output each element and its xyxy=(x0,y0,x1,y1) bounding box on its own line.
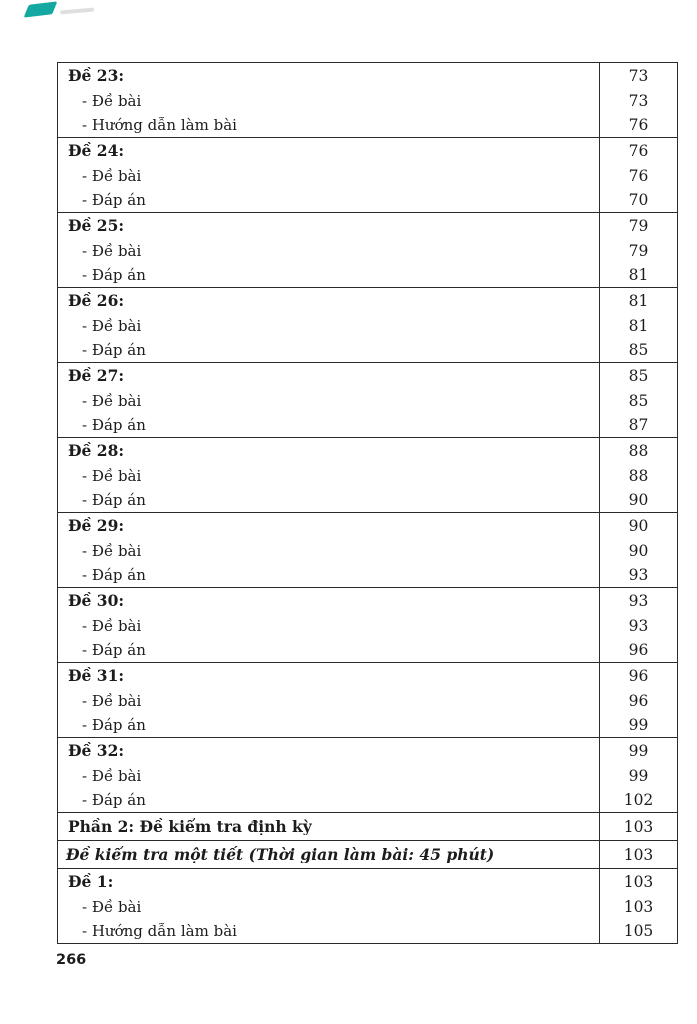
toc-line xyxy=(58,513,677,539)
toc-group-title: Đề 27: xyxy=(68,367,125,385)
toc-line xyxy=(58,764,677,788)
toc-group-title: Đề 28: xyxy=(68,442,125,460)
toc-block xyxy=(58,588,677,663)
toc-item-label: - Đề bài xyxy=(82,692,142,710)
toc-section-subtitle: Đề kiểm tra một tiết (Thời gian làm bài: 45 phút) xyxy=(66,845,495,864)
toc-line xyxy=(58,314,677,338)
toc-line xyxy=(58,338,677,362)
page-number-cell: 93 xyxy=(599,563,677,587)
toc-block xyxy=(58,288,677,363)
toc-item-label: - Đề bài xyxy=(82,167,142,185)
toc-group-title: Đề 30: xyxy=(68,592,125,610)
toc-line xyxy=(58,113,677,137)
toc-group-title: Đề 23: xyxy=(68,67,125,85)
toc-section-title: Phần 2: Đề kiểm tra định kỳ xyxy=(68,817,312,836)
toc-line xyxy=(58,919,677,943)
toc-item-label: - Đề bài xyxy=(82,542,142,560)
page-number-cell: 76 xyxy=(599,113,677,137)
toc-item-label: - Hướng dẫn làm bài xyxy=(82,116,237,134)
toc-item-label: - Đề bài xyxy=(82,617,142,635)
toc-line xyxy=(58,638,677,662)
toc-group-title: Đề 29: xyxy=(68,517,125,535)
page-number-cell: 81 xyxy=(599,288,677,314)
toc-group-title: Đề 24: xyxy=(68,142,125,160)
page-number-cell: 88 xyxy=(599,438,677,464)
toc-line xyxy=(58,841,677,868)
folio-page-number: 266 xyxy=(56,952,87,968)
toc-item-label: - Đề bài xyxy=(82,467,142,485)
toc-block xyxy=(58,138,677,213)
toc-item-label: - Đáp án xyxy=(82,641,146,659)
page-number-cell: 96 xyxy=(599,663,677,689)
page-number-cell: 103 xyxy=(599,895,677,919)
toc-item-label: - Đáp án xyxy=(82,341,146,359)
toc-line xyxy=(58,188,677,212)
page-number-cell: 93 xyxy=(599,588,677,614)
toc-item-label: - Đáp án xyxy=(82,416,146,434)
toc-line xyxy=(58,239,677,263)
toc-line xyxy=(58,563,677,587)
page-number-cell: 96 xyxy=(599,638,677,662)
toc-group-title: Đề 25: xyxy=(68,217,125,235)
page-number-cell: 73 xyxy=(599,89,677,113)
toc-line xyxy=(58,539,677,563)
toc-item-label: - Đề bài xyxy=(82,392,142,410)
toc-item-label: - Đề bài xyxy=(82,242,142,260)
toc-line xyxy=(58,713,677,737)
page-number-cell: 103 xyxy=(599,841,677,868)
toc-item-label: - Đề bài xyxy=(82,767,142,785)
toc-item-label: - Đáp án xyxy=(82,191,146,209)
toc-line xyxy=(58,288,677,314)
toc-line xyxy=(58,164,677,188)
toc-item-label: - Hướng dẫn làm bài xyxy=(82,922,237,940)
toc-line xyxy=(58,89,677,113)
toc-line xyxy=(58,588,677,614)
toc-line xyxy=(58,738,677,764)
page-number-cell: 99 xyxy=(599,738,677,764)
scan-artifact-line xyxy=(60,8,94,15)
toc-item-label: - Đề bài xyxy=(82,92,142,110)
page-number-cell: 96 xyxy=(599,689,677,713)
page-number-cell: 103 xyxy=(599,869,677,895)
page-number-cell: 85 xyxy=(599,338,677,362)
toc-table xyxy=(57,62,678,944)
toc-line xyxy=(58,663,677,689)
page-number-cell: 105 xyxy=(599,919,677,943)
page-number-cell: 73 xyxy=(599,63,677,89)
page-number-cell: 85 xyxy=(599,363,677,389)
toc-item-label: - Đề bài xyxy=(82,317,142,335)
toc-line xyxy=(58,813,677,840)
page-number-cell: 79 xyxy=(599,239,677,263)
toc-line xyxy=(58,438,677,464)
toc-line xyxy=(58,413,677,437)
page-number-cell: 88 xyxy=(599,464,677,488)
toc-line xyxy=(58,689,677,713)
toc-item-label: - Đáp án xyxy=(82,716,146,734)
toc-block xyxy=(58,869,677,943)
toc-line xyxy=(58,138,677,164)
toc-group-title: Đề 31: xyxy=(68,667,125,685)
toc-block xyxy=(58,63,677,138)
toc-item-label: - Đáp án xyxy=(82,491,146,509)
toc-line xyxy=(58,464,677,488)
toc-line xyxy=(58,614,677,638)
toc-item-label: - Đáp án xyxy=(82,566,146,584)
page-number-cell: 70 xyxy=(599,188,677,212)
toc-line xyxy=(58,488,677,512)
toc-block xyxy=(58,213,677,288)
page-number-cell: 103 xyxy=(599,813,677,840)
page-number-cell: 79 xyxy=(599,213,677,239)
page-number-cell: 99 xyxy=(599,713,677,737)
page-number-cell: 90 xyxy=(599,513,677,539)
page-number-cell: 81 xyxy=(599,314,677,338)
toc-block xyxy=(58,841,677,869)
toc-line xyxy=(58,363,677,389)
page-number-cell: 90 xyxy=(599,488,677,512)
toc-group-title: Đề 32: xyxy=(68,742,125,760)
page-number-cell: 99 xyxy=(599,764,677,788)
page-number-cell: 81 xyxy=(599,263,677,287)
toc-line xyxy=(58,389,677,413)
toc-item-label: - Đáp án xyxy=(82,791,146,809)
page-number-cell: 102 xyxy=(599,788,677,812)
toc-group-title: Đề 1: xyxy=(68,873,114,891)
toc-item-label: - Đề bài xyxy=(82,898,142,916)
page-number-cell: 87 xyxy=(599,413,677,437)
toc-line xyxy=(58,263,677,287)
page-number-cell: 85 xyxy=(599,389,677,413)
toc-line xyxy=(58,869,677,895)
bookmark-ribbon-icon xyxy=(24,1,58,17)
toc-line xyxy=(58,63,677,89)
toc-block xyxy=(58,438,677,513)
toc-line xyxy=(58,895,677,919)
toc-item-label: - Đáp án xyxy=(82,266,146,284)
toc-block xyxy=(58,363,677,438)
toc-block xyxy=(58,813,677,841)
toc-block xyxy=(58,738,677,813)
toc-block xyxy=(58,513,677,588)
page-number-cell: 76 xyxy=(599,164,677,188)
page-number-cell: 93 xyxy=(599,614,677,638)
toc-block xyxy=(58,663,677,738)
toc-group-title: Đề 26: xyxy=(68,292,125,310)
page-number-cell: 90 xyxy=(599,539,677,563)
page-number-cell: 76 xyxy=(599,138,677,164)
toc-line xyxy=(58,788,677,812)
toc-line xyxy=(58,213,677,239)
